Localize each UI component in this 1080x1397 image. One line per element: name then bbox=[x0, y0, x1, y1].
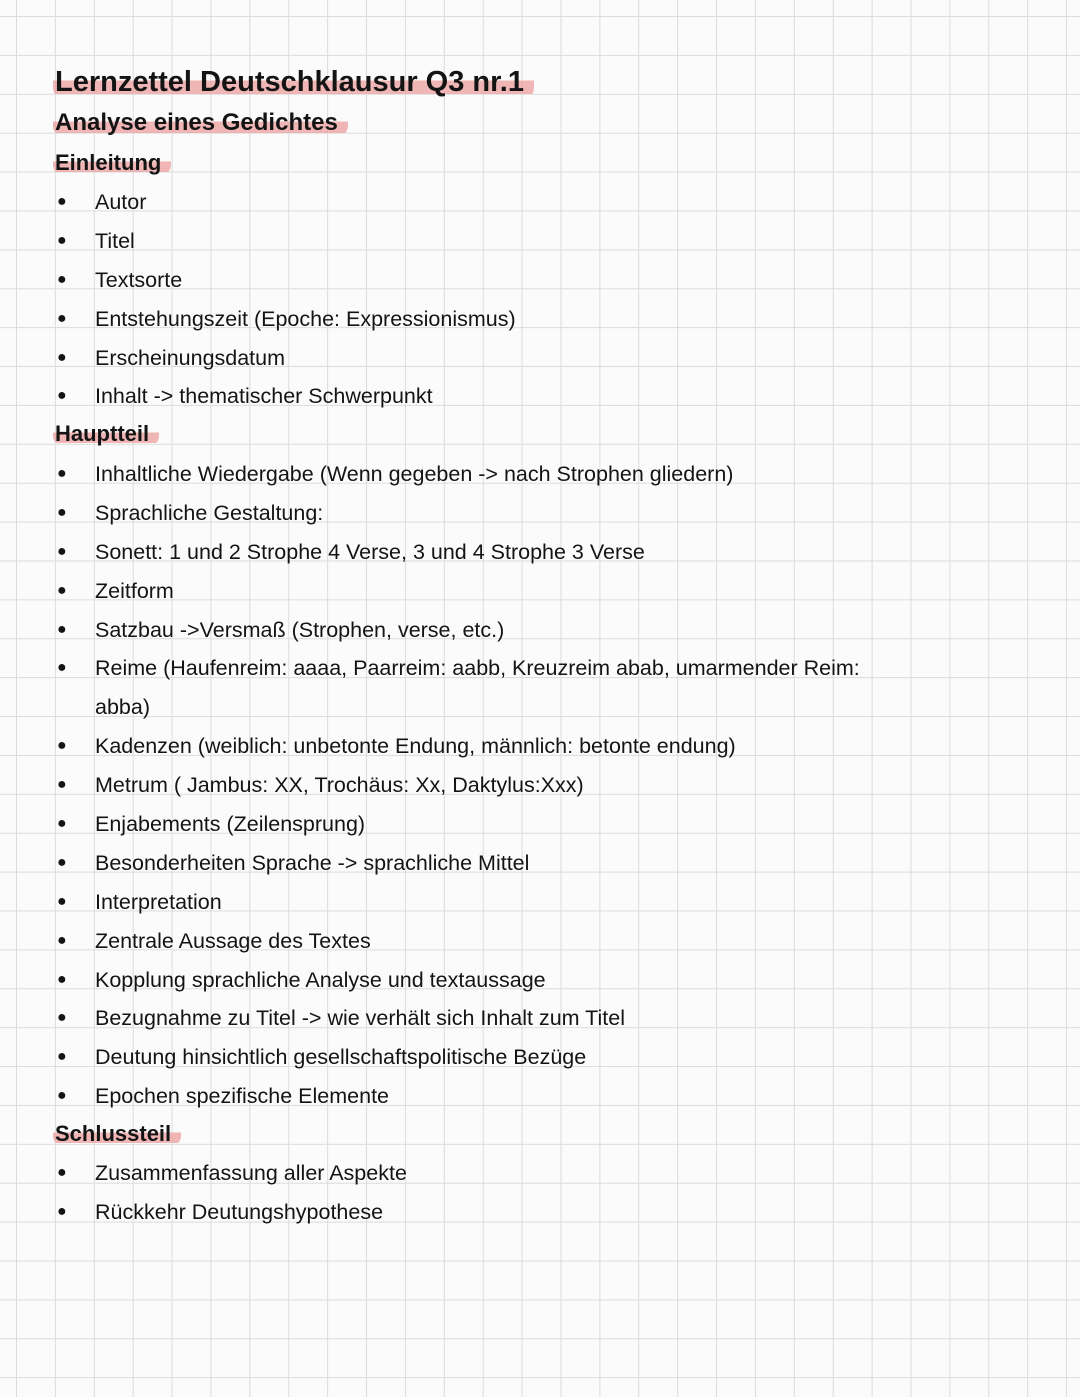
bullet-icon: ● bbox=[57, 1009, 67, 1027]
bullet-icon: ● bbox=[57, 892, 67, 910]
page-title: Lernzettel Deutschklausur Q3 nr.1 bbox=[55, 62, 534, 102]
bullet-icon: ● bbox=[57, 931, 67, 949]
bullet-icon: ● bbox=[57, 970, 67, 988]
bullet-icon: ● bbox=[57, 503, 67, 521]
section-heading-schlussteil: Schlussteil bbox=[55, 1118, 181, 1150]
bullet-icon: ● bbox=[57, 776, 67, 794]
bullet-icon: ● bbox=[57, 1087, 67, 1105]
bullet-icon: ● bbox=[57, 542, 67, 560]
bullet-icon: ● bbox=[57, 193, 67, 210]
section-heading-hauptteil: Hauptteil bbox=[55, 418, 159, 450]
bullet-icon: ● bbox=[57, 659, 67, 677]
bullet-icon: ● bbox=[57, 737, 67, 755]
bullet-icon: ● bbox=[57, 270, 67, 288]
bullet-icon: ● bbox=[57, 1164, 67, 1181]
bullet-icon: ● bbox=[57, 387, 67, 405]
bullet-icon: ● bbox=[57, 309, 67, 327]
note-page: Lernzettel Deutschklausur Q3 nr.1 Analyse eines Gedichtes Einleitung ● Autor ● Titel ● Textsorte ● Entstehungszeit (Epoche: Expressionismus) ● Erscheinungsdatum ● Inhalt -> thematischer Schwerpunkt Hauptteil ● Inhaltliche Wiedergabe (Wenn gegeben -> nach Strophen gliedern) ● Sprachliche Gestaltung: ● Sonett: 1 und 2 Strophe 4 Verse, 3 und 4 Strophe 3 Verse ● Zeitform ● Satzbau ->Versmaß (Strophen, verse, etc.) ● Reime (Haufenreim: aaaa, Paarreim: aabb, Kreuzreim abab, umarmender Reim: abba) ● Kadenzen (weiblich: unbetonte Endung, männlich: betonte endung) ● Metrum ( Jambus: XX, Trochäus: Xx, Daktylus:Xxx) ● Enjabements (Zeilensprung) ● Besonderheiten Sprache -> sprachliche Mittel ● Interpretation ● Zentrale Aussage des Textes ● Kopplung sprachliche Analyse und textaussage ● Bezugnahme zu Titel -> wie verhält sich Inhalt zum Titel ● Deutung hinsichtlich gesellschaftspolitische Bezüge ● Epochen spezifische Elemente Schlussteil ● Zusammenfassung aller Aspekte ● Rückkehr Deutungshypothese bbox=[0, 0, 1080, 1397]
bullet-icon: ● bbox=[57, 1048, 67, 1066]
bullet-icon: ● bbox=[57, 620, 67, 638]
bullet-icon: ● bbox=[57, 465, 67, 482]
page-subtitle: Analyse eines Gedichtes bbox=[55, 106, 348, 140]
bullet-icon: ● bbox=[57, 231, 67, 249]
bullet-icon: ● bbox=[57, 1202, 67, 1220]
bullet-icon: ● bbox=[57, 348, 67, 366]
section-heading-einleitung: Einleitung bbox=[55, 147, 171, 179]
bullet-icon: ● bbox=[57, 581, 67, 599]
bullet-icon: ● bbox=[57, 853, 67, 871]
bullet-icon: ● bbox=[57, 815, 67, 833]
